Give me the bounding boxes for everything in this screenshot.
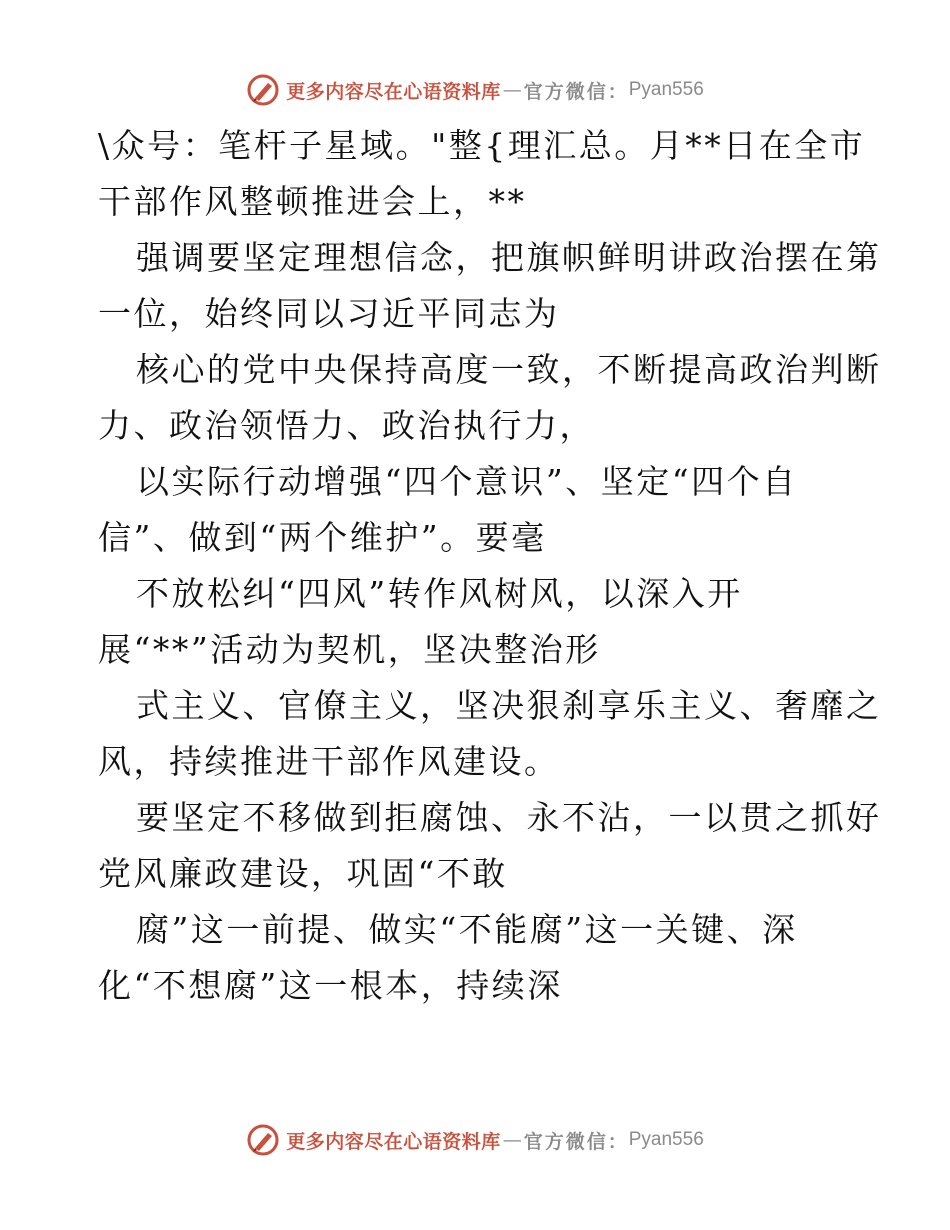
text-line: 一位，始终同以习近平同志为 (98, 294, 560, 333)
watermark-wechat-id: Pyan556 (628, 1129, 704, 1150)
text-line: \众号：笔杆子星域。"整{理汇总。月**日在全市 (98, 126, 866, 165)
text-line: 风，持续推进干部作风建设。 (98, 742, 560, 781)
text-line: 式主义、官僚主义，坚决狠刹享乐主义、奢靡之 (136, 686, 882, 725)
pen-logo-icon (246, 73, 280, 107)
text-line: 要坚定不移做到拒腐蚀、永不沾，一以贯之抓好 (136, 798, 882, 837)
text-line: 党风廉政建设，巩固“不敢 (98, 854, 508, 893)
text-line: 力、政治领悟力、政治执行力， (98, 406, 595, 445)
watermark-label: 官方微信： (523, 1130, 629, 1153)
watermark-text (286, 1127, 704, 1154)
header-watermark (0, 70, 950, 110)
text-line: 信”、做到“两个维护”。要毫 (98, 518, 547, 557)
watermark-dash: — (502, 79, 522, 101)
text-line: 干部作风整顿推进会上，** (98, 182, 527, 221)
watermark-brand: 更多内容尽在心语资料库 (286, 80, 501, 103)
text-line: 化“不想腐”这一根本，持续深 (98, 966, 563, 1005)
watermark-label: 官方微信： (523, 80, 629, 103)
watermark-brand: 更多内容尽在心语资料库 (286, 1130, 501, 1153)
footer-watermark (0, 1120, 950, 1160)
watermark-wechat-id: Pyan556 (628, 79, 704, 100)
text-line: 展“**”活动为契机，坚决整治形 (98, 630, 601, 669)
text-line: 强调要坚定理想信念，把旗帜鲜明讲政治摆在第 (136, 238, 882, 277)
watermark-text (286, 77, 704, 104)
text-line: 不放松纠“四风”转作风树风，以深入开 (136, 574, 743, 613)
watermark-dash: — (502, 1129, 522, 1151)
text-line: 以实际行动增强“四个意识”、坚定“四个自 (136, 462, 798, 501)
text-line: 核心的党中央保持高度一致，不断提高政治判断 (136, 350, 882, 389)
document-body (98, 118, 882, 1014)
pen-logo-icon (246, 1123, 280, 1157)
text-line: 腐”这一前提、做实“不能腐”这一关键、深 (136, 910, 798, 949)
